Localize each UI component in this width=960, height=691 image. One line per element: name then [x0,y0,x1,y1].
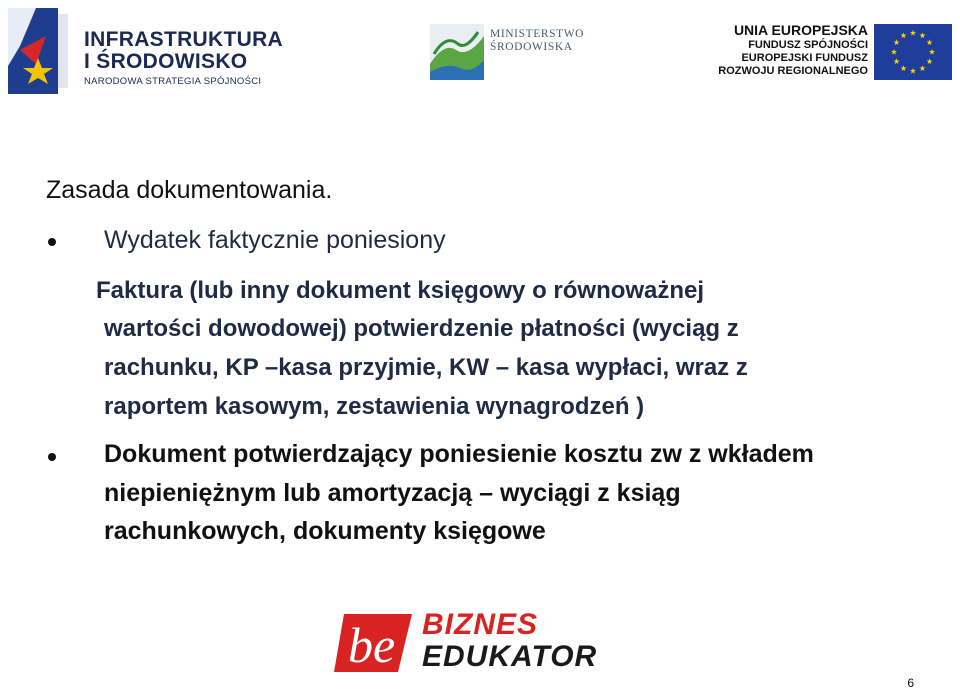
svg-text:be: be [348,617,396,673]
logo-footer-line2: EDUKATOR [422,640,598,673]
bullet-point [48,453,56,461]
logo-center-line2: ŚRODOWISKA [490,41,573,53]
logo-footer-line1: BIZNES [422,608,539,641]
mountain-emblem-icon [430,24,484,80]
sub-line: wartości dowodowej) potwierdzenie płatności (wyciąg z [104,315,739,342]
sub-line: raportem kasowym, zestawienia wynagrodzeń ) [104,393,645,420]
bullet2-line: rachunkowych, dokumenty księgowe [104,517,546,545]
bullet1-text: Wydatek faktycznie poniesiony [104,226,446,254]
nss-flag-icon [6,6,70,96]
slide-heading: Zasada dokumentowania. [46,176,333,204]
logo-right-line3: EUROPEJSKI FUNDUSZ [741,52,868,64]
be-mark-icon [334,610,414,676]
logo-unia-europejska [698,22,960,82]
bullet-point [48,238,56,246]
logo-left-line2: I ŚRODOWISKO [84,50,248,73]
logo-right-line1: UNIA EUROPEJSKA [733,22,868,38]
logo-biznes-edukator [334,610,604,676]
logo-right-line2: FUNDUSZ SPÓJNOŚCI [748,39,868,51]
bullet2-line: Dokument potwierdzający poniesienie kosztu zw z wkładem [104,440,814,468]
page-number: 6 [907,676,914,690]
logo-infrastruktura [6,6,284,96]
logo-center-line1: MINISTERSTWO [490,28,585,40]
eu-flag-icon [874,24,952,80]
bullet2-line: niepieniężnym lub amortyzacją – wyciągi z ksiąg [104,479,681,507]
sub-line: rachunku, KP –kasa przyjmie, KW – kasa wypłaci, wraz z [104,354,748,381]
logo-left-line3: NARODOWA STRATEGIA SPÓJNOŚCI [84,76,262,87]
sub-line: Faktura (lub inny dokument księgowy o równoważnej [96,277,705,304]
logo-right-line4: ROZWOJU REGIONALNEGO [718,65,868,77]
logo-ministerstwo [430,24,605,84]
logo-left-line1: INFRASTRUKTURA [84,28,284,51]
